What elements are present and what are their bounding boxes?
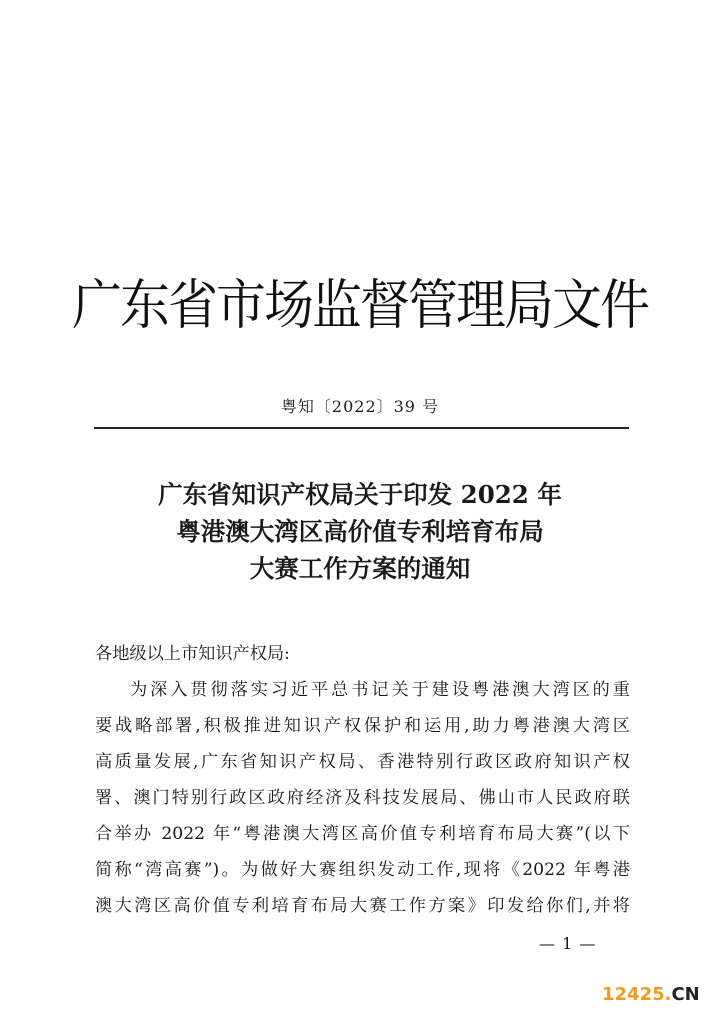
title-line-3: 大赛工作方案的通知 xyxy=(249,554,471,583)
document-body xyxy=(95,636,630,924)
paragraph-line: 为深入贯彻落实习近平总书记关于建设粤港澳大湾区的重 xyxy=(130,680,630,700)
paragraph-line: 高质量发展,广东省知识产权局、香港特别行政区政府知识产权 xyxy=(95,752,630,772)
title-line-2: 粤港澳大湾区高价值专利培育布局 xyxy=(176,517,544,546)
salutation: 各地级以上市知识产权局: xyxy=(95,644,290,664)
agency-file-header: 广东省市场监督管理局文件 xyxy=(72,273,648,337)
page-number: — 1 — xyxy=(539,934,597,953)
document-title xyxy=(0,476,720,587)
paragraph-line: 简称“湾高赛”)。为做好大赛组织发动工作,现将《2022 年粤港 xyxy=(95,860,630,880)
header-divider xyxy=(94,427,629,429)
paragraph-line: 合举办 2022 年“粤港澳大湾区高价值专利培育布局大赛”(以下 xyxy=(95,824,630,844)
paragraph-line: 澳大湾区高价值专利培育布局大赛工作方案》印发给你们,并将 xyxy=(95,896,630,916)
watermark-dot: . xyxy=(664,984,672,1005)
title-line-1: 广东省知识产权局关于印发 2022 年 xyxy=(158,480,562,509)
site-watermark xyxy=(602,984,700,1005)
watermark-suffix: CN xyxy=(671,984,700,1005)
paragraph-line: 要战略部署,积极推进知识产权保护和运用,助力粤港澳大湾区 xyxy=(95,716,630,736)
document-number: 粤知〔2022〕39 号 xyxy=(280,397,440,416)
paragraph-line: 署、澳门特别行政区政府经济及科技发展局、佛山市人民政府联 xyxy=(95,788,630,808)
watermark-digits: 12425 xyxy=(602,984,665,1005)
